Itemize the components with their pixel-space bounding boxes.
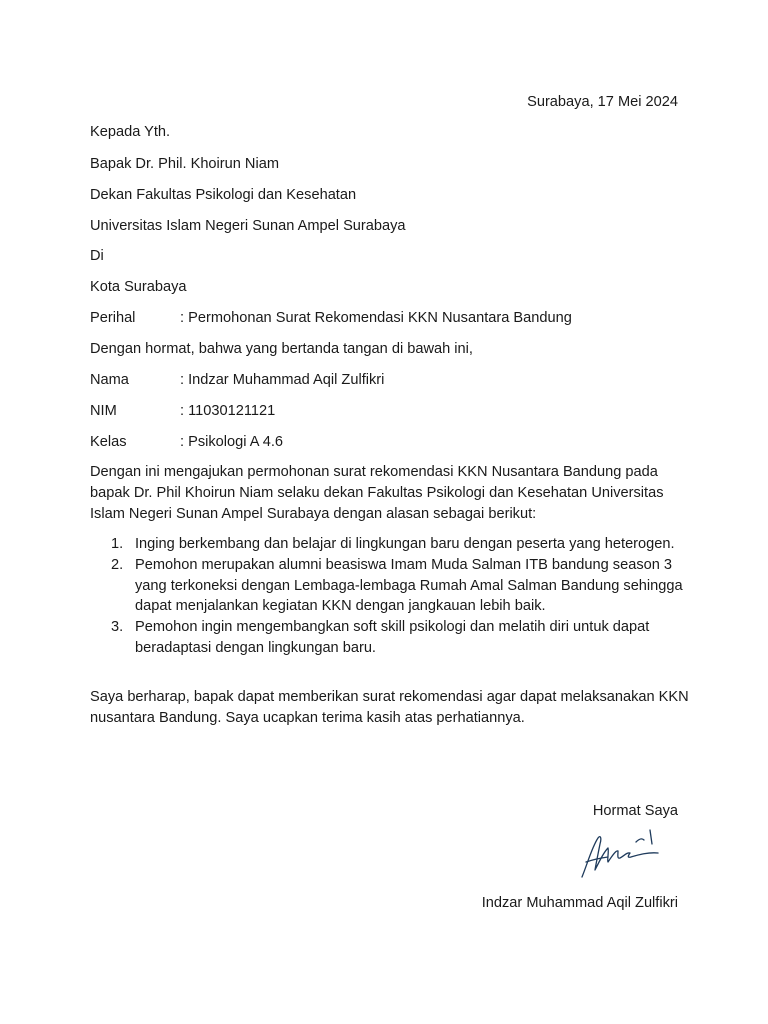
signature-strokes bbox=[582, 830, 658, 877]
identity-value: : Indzar Muhammad Aqil Zulfikri bbox=[180, 372, 385, 388]
list-item-number: 2. bbox=[111, 556, 124, 573]
identity-value: : Psikologi A 4.6 bbox=[180, 434, 284, 450]
body-intro: Dengan ini mengajukan permohonan surat rekomendasi KKN Nusantara Bandung pada bapak Dr. Phil Khoirun Niam selaku dekan Fakultas Psikologi dan Kesehatan Universitas Islam Negeri Sunan Ampel Surabaya dengan alasan sebagai berikut: bbox=[90, 464, 664, 522]
identity-row-kelas bbox=[90, 432, 283, 452]
identity-value: : 11030121121 bbox=[180, 403, 276, 419]
opening-line: Dengan hormat, bahwa yang bertanda tangan di bawah ini, bbox=[90, 341, 473, 357]
list-item-number: 1. bbox=[111, 536, 124, 552]
list-item-text: Inging berkembang dan belajar di lingkungan baru dengan peserta yang heterogen. bbox=[135, 536, 675, 552]
identity-label: Kelas bbox=[90, 434, 127, 450]
subject-label: Perihal bbox=[90, 310, 136, 326]
list-item-number: 3. bbox=[111, 619, 124, 636]
signer-name: Indzar Muhammad Aqil Zulfikri bbox=[481, 895, 678, 911]
closing-paragraph: Saya berharap, bapak dapat memberikan surat rekomendasi agar dapat melaksanakan KKN nusantara Bandung. Saya ucapkan terima kasih atas perhatiannya. bbox=[90, 689, 689, 726]
subject-row bbox=[90, 308, 572, 328]
identity-row-nim bbox=[90, 401, 275, 421]
recipient-greeting: Kepada Yth. bbox=[90, 124, 171, 140]
identity-label: NIM bbox=[90, 403, 117, 419]
recipient-institution: Universitas Islam Negeri Sunan Ampel Surabaya bbox=[90, 218, 406, 234]
list-item bbox=[90, 555, 690, 617]
identity-label: Nama bbox=[90, 372, 129, 388]
subject-value: : Permohonan Surat Rekomendasi KKN Nusantara Bandung bbox=[180, 310, 572, 326]
recipient-di: Di bbox=[90, 248, 104, 264]
letter-date: Surabaya, 17 Mei 2024 bbox=[527, 94, 678, 110]
list-item-text: Pemohon merupakan alumni beasiswa Imam Muda Salman ITB bandung season 3 yang terkoneksi dengan Lembaga-lembaga Rumah Amal Salman Bandung sehingga dapat menjalankan kegiatan KKN dengan jangkauan lebih baik. bbox=[135, 556, 683, 615]
recipient-position: Dekan Fakultas Psikologi dan Kesehatan bbox=[90, 187, 357, 203]
reasons-list bbox=[90, 534, 690, 659]
list-item bbox=[90, 534, 690, 555]
identity-row-name bbox=[90, 370, 384, 390]
list-item bbox=[90, 617, 690, 659]
signoff: Hormat Saya bbox=[592, 803, 678, 819]
list-item-text: Pemohon ingin mengembangkan soft skill psikologi dan melatih diri untuk dapat beradaptasi dengan lingkungan baru. bbox=[135, 619, 650, 656]
signature-image bbox=[578, 822, 664, 880]
recipient-name: Bapak Dr. Phil. Khoirun Niam bbox=[90, 156, 279, 172]
recipient-city: Kota Surabaya bbox=[90, 279, 187, 295]
